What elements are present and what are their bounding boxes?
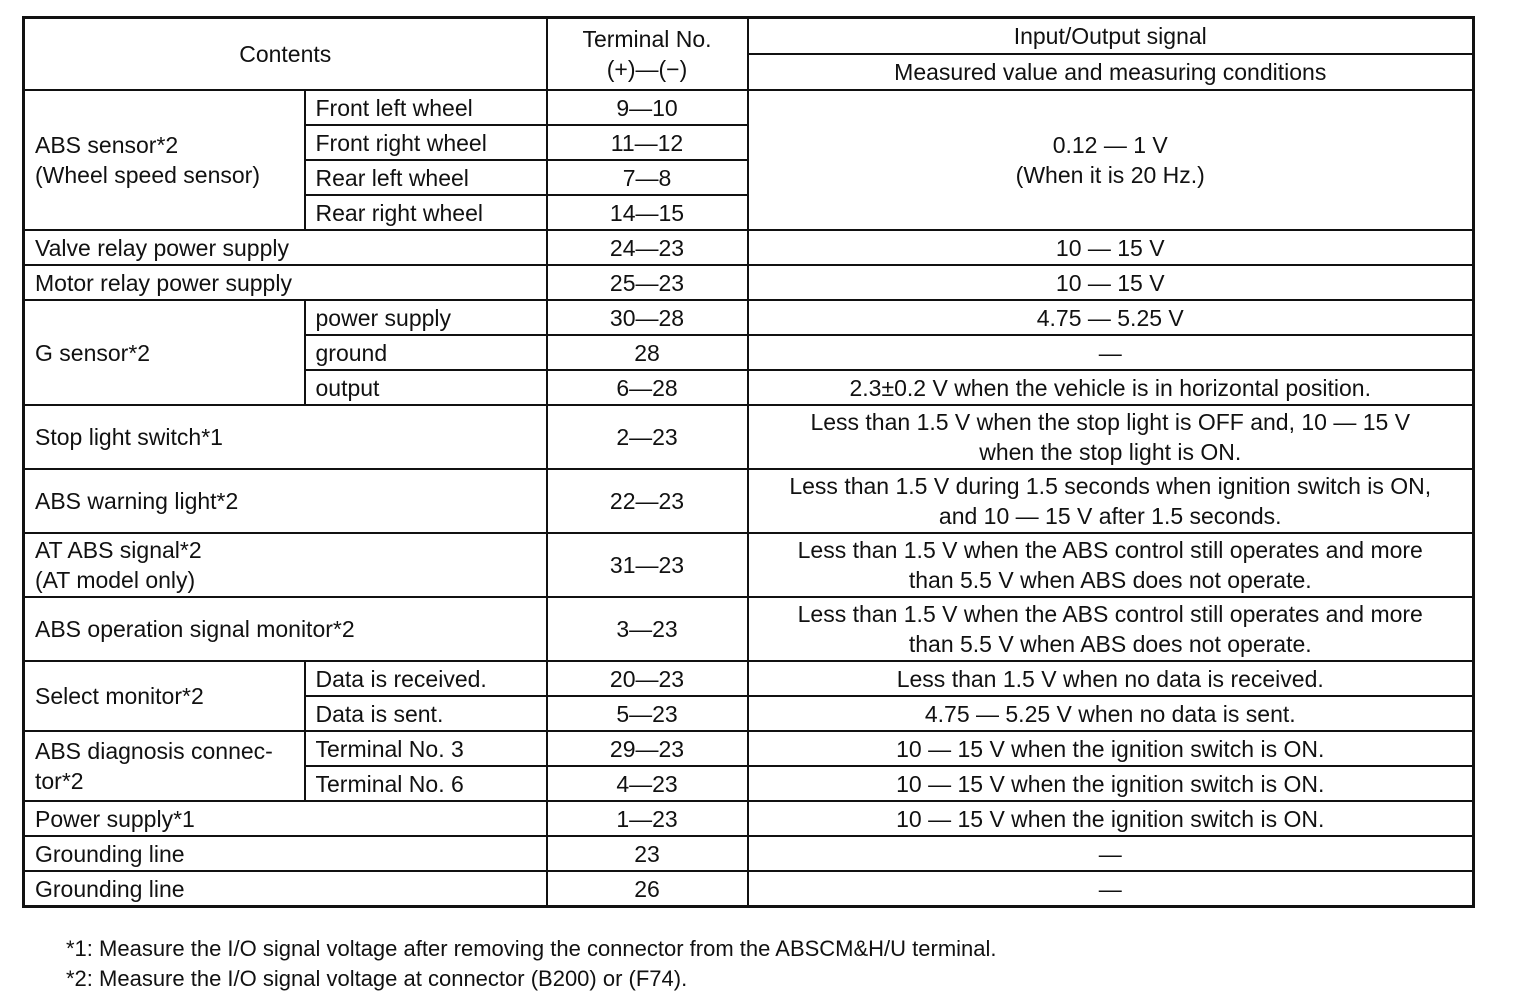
terminal-cell: 5—23: [547, 696, 748, 731]
table-row: [24, 533, 1474, 597]
table-row: [24, 871, 1474, 907]
sub-label: Rear left wheel: [305, 160, 547, 195]
value-cell: 10 — 15 V: [748, 230, 1474, 265]
table-row: [24, 90, 1474, 125]
value-line: than 5.5 V when ABS does not operate.: [908, 631, 1312, 657]
terminal-cell: 25—23: [547, 265, 748, 300]
value-line: Less than 1.5 V when the stop light is OFF and, 10 — 15 V: [810, 409, 1411, 435]
label-line: (AT model only): [35, 567, 196, 593]
row-label: Stop light switch*1: [24, 405, 547, 469]
table-row: [24, 731, 1474, 766]
table-row: [24, 265, 1474, 300]
value-line: Less than 1.5 V when the ABS control still operates and more: [797, 601, 1423, 627]
terminal-cell: 24—23: [547, 230, 748, 265]
value-cell: 2.3±0.2 V when the vehicle is in horizontal position.: [748, 370, 1474, 405]
table-row: [24, 300, 1474, 335]
header-contents: Contents: [24, 18, 547, 91]
terminal-cell: 14—15: [547, 195, 748, 230]
value-line: Less than 1.5 V when the ABS control still operates and more: [797, 537, 1423, 563]
value-cell: 10 — 15 V when the ignition switch is ON.: [748, 731, 1474, 766]
sub-label: Terminal No. 3: [305, 731, 547, 766]
terminal-cell: 2—23: [547, 405, 748, 469]
row-label: Motor relay power supply: [24, 265, 547, 300]
value-cell: [748, 597, 1474, 661]
value-line: Less than 1.5 V during 1.5 seconds when ignition switch is ON,: [789, 473, 1432, 499]
header-measured: Measured value and measuring conditions: [748, 54, 1474, 90]
sub-label: Data is received.: [305, 661, 547, 696]
terminal-cell: 20—23: [547, 661, 748, 696]
diag-connector-label: [24, 731, 305, 801]
g-sensor-label: G sensor*2: [24, 300, 305, 405]
value-cell: —: [748, 871, 1474, 907]
table-row: [24, 661, 1474, 696]
value-line: and 10 — 15 V after 1.5 seconds.: [938, 503, 1282, 529]
value-line: than 5.5 V when ABS does not operate.: [908, 567, 1312, 593]
row-label: Valve relay power supply: [24, 230, 547, 265]
terminal-cell: 29—23: [547, 731, 748, 766]
value-cell: 4.75 — 5.25 V: [748, 300, 1474, 335]
header-row: [24, 18, 1474, 55]
terminal-cell: 3—23: [547, 597, 748, 661]
table-row: [24, 405, 1474, 469]
value-cell: [748, 469, 1474, 533]
abs-sensor-label-line1: ABS sensor*2: [35, 132, 179, 158]
terminal-cell: 11—12: [547, 125, 748, 160]
header-terminal: [547, 18, 748, 91]
footnotes: [66, 934, 997, 994]
row-label: [24, 533, 547, 597]
terminal-cell: 30—28: [547, 300, 748, 335]
row-label: Power supply*1: [24, 801, 547, 836]
value-cell: [748, 405, 1474, 469]
row-label: Grounding line: [24, 836, 547, 871]
value-cell: 4.75 — 5.25 V when no data is sent.: [748, 696, 1474, 731]
terminal-cell: 31—23: [547, 533, 748, 597]
header-terminal-line1: Terminal No.: [582, 26, 712, 52]
sub-label: ground: [305, 335, 547, 370]
value-cell: —: [748, 335, 1474, 370]
abs-sensor-label: [24, 90, 305, 230]
footnote-2: *2: Measure the I/O signal voltage at connector (B200) or (F74).: [66, 966, 688, 991]
terminal-cell: 1—23: [547, 801, 748, 836]
value-cell: 10 — 15 V when the ignition switch is ON.: [748, 766, 1474, 801]
table-row: [24, 597, 1474, 661]
header-terminal-line2: (+)—(−): [606, 56, 688, 82]
abs-sensor-value-line1: 0.12 — 1 V: [1052, 132, 1168, 158]
row-label: ABS operation signal monitor*2: [24, 597, 547, 661]
terminal-cell: 22—23: [547, 469, 748, 533]
footnote-1: *1: Measure the I/O signal voltage after removing the connector from the ABSCM&H/U terminal.: [66, 936, 997, 961]
terminal-cell: 7—8: [547, 160, 748, 195]
abs-sensor-value-line2: (When it is 20 Hz.): [1015, 162, 1205, 188]
row-label: Grounding line: [24, 871, 547, 907]
select-monitor-label: Select monitor*2: [24, 661, 305, 731]
label-line: tor*2: [35, 768, 84, 794]
value-cell: 10 — 15 V when the ignition switch is ON.: [748, 801, 1474, 836]
sub-label: Terminal No. 6: [305, 766, 547, 801]
terminal-spec-table: [22, 16, 1475, 908]
terminal-cell: 9—10: [547, 90, 748, 125]
sub-label: Front left wheel: [305, 90, 547, 125]
value-cell: [748, 533, 1474, 597]
terminal-cell: 6—28: [547, 370, 748, 405]
terminal-cell: 4—23: [547, 766, 748, 801]
label-line: AT ABS signal*2: [35, 537, 202, 563]
sub-label: output: [305, 370, 547, 405]
table-row: [24, 801, 1474, 836]
value-cell: 10 — 15 V: [748, 265, 1474, 300]
header-io-signal: Input/Output signal: [748, 18, 1474, 55]
terminal-cell: 28: [547, 335, 748, 370]
sub-label: Front right wheel: [305, 125, 547, 160]
value-cell: —: [748, 836, 1474, 871]
table-row: [24, 230, 1474, 265]
abs-sensor-label-line2: (Wheel speed sensor): [35, 162, 260, 188]
sub-label: Data is sent.: [305, 696, 547, 731]
terminal-cell: 23: [547, 836, 748, 871]
value-line: when the stop light is ON.: [979, 439, 1242, 465]
terminal-cell: 26: [547, 871, 748, 907]
sub-label: power supply: [305, 300, 547, 335]
table-row: [24, 469, 1474, 533]
label-line: ABS diagnosis connec-: [35, 738, 273, 764]
sub-label: Rear right wheel: [305, 195, 547, 230]
row-label: ABS warning light*2: [24, 469, 547, 533]
value-cell: Less than 1.5 V when no data is received.: [748, 661, 1474, 696]
abs-sensor-value: [748, 90, 1474, 230]
table-row: [24, 836, 1474, 871]
